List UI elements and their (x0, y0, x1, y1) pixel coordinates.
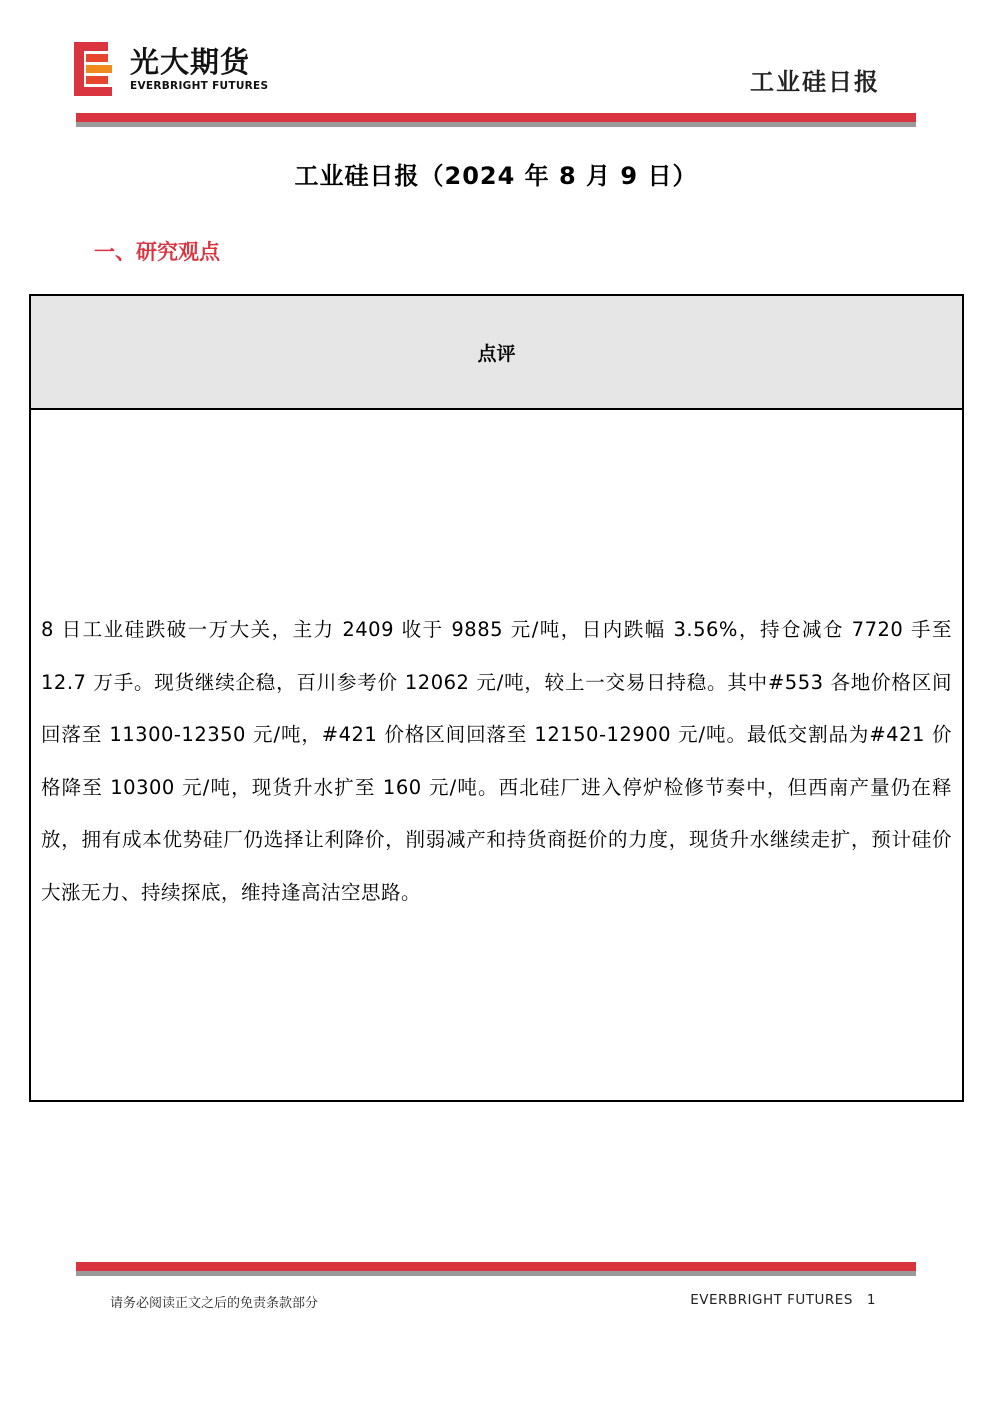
header-divider (76, 113, 916, 127)
page-number: 1 (866, 1292, 876, 1308)
footer-brand: EVERBRIGHT FUTURES (690, 1292, 853, 1308)
company-logo (74, 40, 284, 100)
commentary-text: 8 日工业硅跌破一万大关，主力 2409 收于 9885 元/吨，日内跌幅 3.56%，持仓减仓 7720 手至 12.7 万手。现货继续企稳，百川参考价 12062 元/吨，较上一交易日持稳。其中#553 各地价格区间回落至 11300-12350 元/吨，#421 价格区间回落至 12150-12900 元/吨。最低交割品为#421 价格降至 10300 元/吨，现货升水扩至 160 元/吨。西北硅厂进入停炉检修节奏中，但西南产量仍在释放，拥有成本优势硅厂仍选择让利降价，削弱减产和持货商挺价的力度，现货升水继续走扩，预计硅价大涨无力、持续探底，维持逢高沽空思路。 (41, 618, 952, 904)
footer-divider (76, 1262, 916, 1276)
logo-english-name: EVERBRIGHT FUTURES (130, 80, 269, 92)
footer-disclaimer: 请务必阅读正文之后的免责条款部分 (110, 1296, 319, 1311)
everbright-logo-icon (74, 42, 114, 96)
header-report-name: 工业硅日报 (750, 68, 880, 96)
commentary-box-header: 点评 (31, 296, 962, 410)
logo-chinese-name: 光大期货 (130, 45, 251, 79)
document-title: 工业硅日报（2024 年 8 月 9 日） (294, 162, 698, 190)
commentary-box (29, 294, 964, 1102)
section-heading: 一、研究观点 (94, 240, 220, 264)
footer-brand-page (690, 1292, 876, 1308)
